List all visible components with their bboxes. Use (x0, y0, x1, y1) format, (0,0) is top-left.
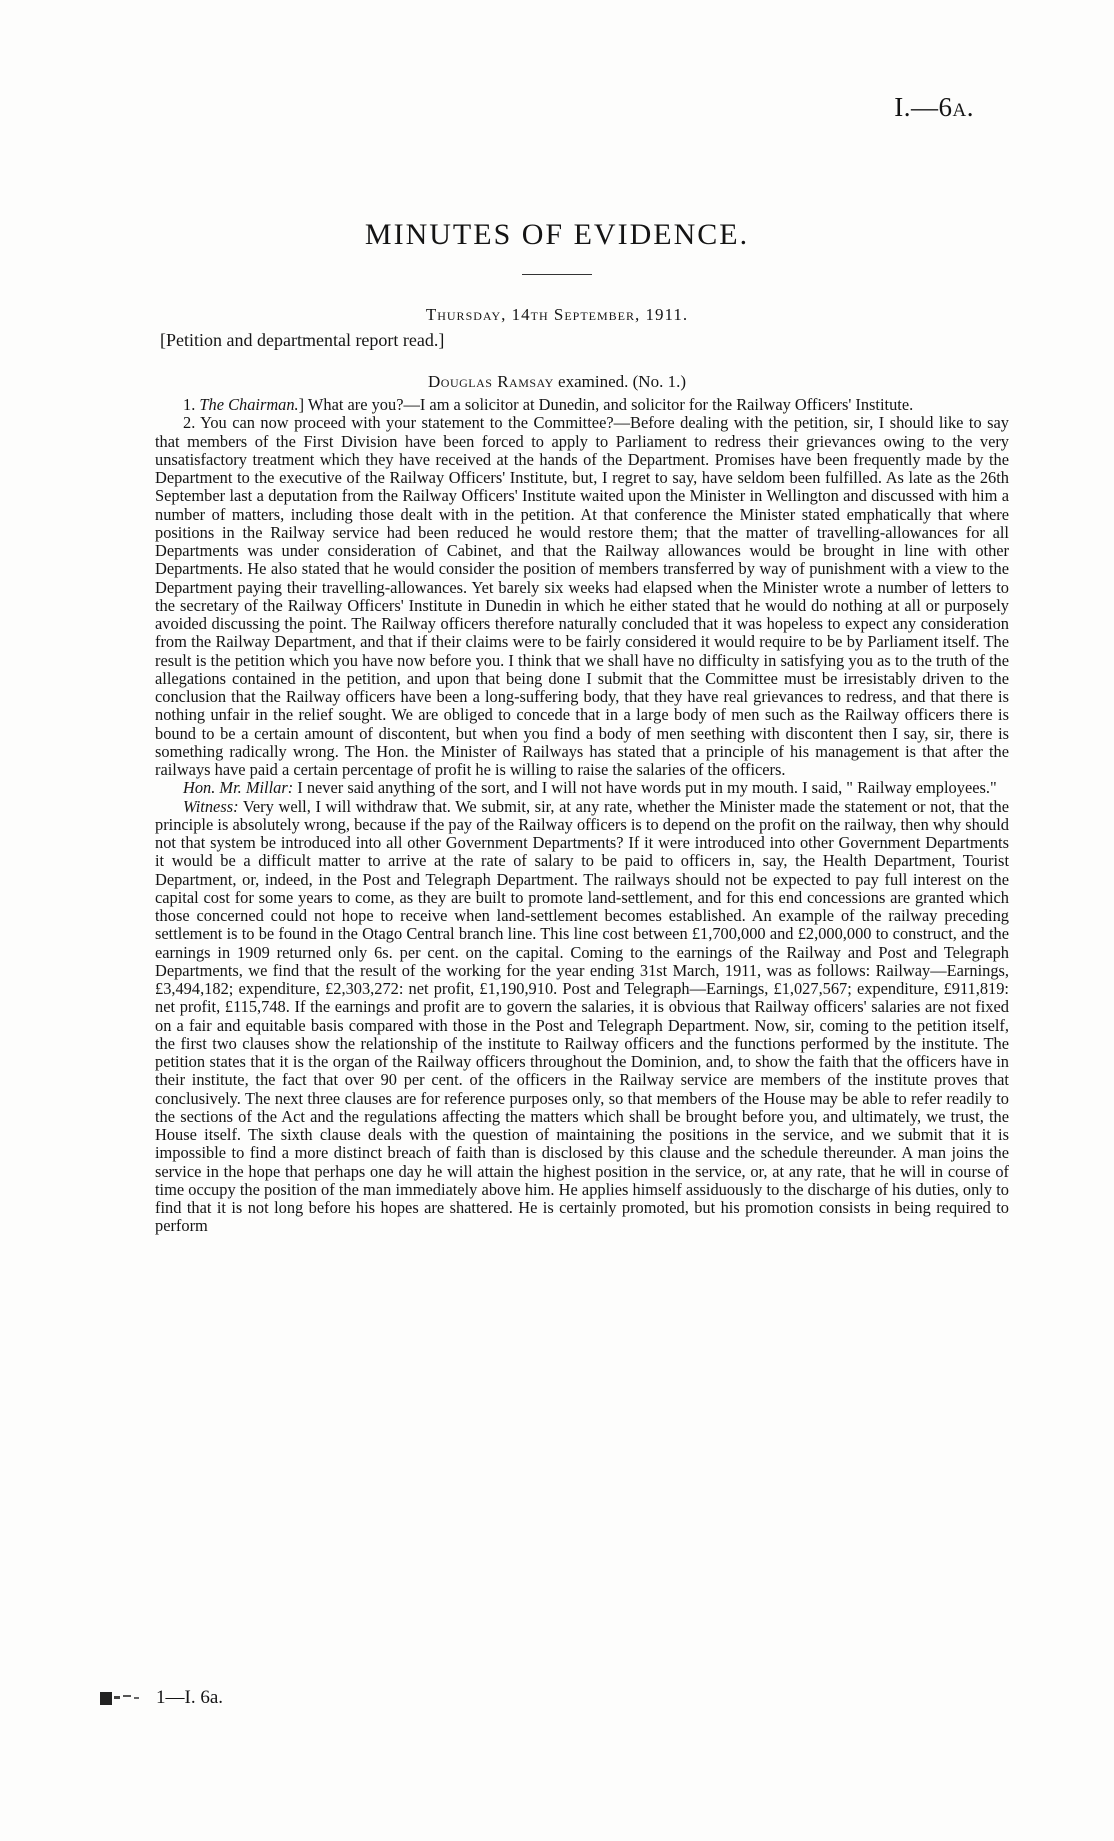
page-reference: I.—6a. (894, 92, 974, 122)
procedural-note: [Petition and departmental report read.] (160, 330, 445, 350)
evidence-body (155, 396, 1009, 1236)
witness-rest: examined. (No. 1.) (553, 372, 686, 391)
printer-mark-icon (100, 1690, 150, 1706)
evidence-paragraph: 2. You can now proceed with your statement to the Committee?—Before dealing with the petition, sir, I should like to say that members of the First Division have been forced to apply to Parliament to redress their grievances owing to the very unsatisfactory treatment which they have received at the hands of the Department. Promises have been frequently made by the Department to the executive of the Railway Officers' Institute, but, I regret to say, have seldom been fulfilled. As late as the 26th September last a deputation from the Railway Officers' Institute waited upon the Minister in Wellington and discussed with him a number of matters, including those dealt with in the petition. At that conference the Minister stated emphatically that where positions in the Railway service had been reduced he would restore them; that the matter of travelling-allowances for all Departments was under consideration of Cabinet, and that the Railway allowances would be brought in line with other Departments. He also stated that he would consider the position of members transferred by way of punishment with a view to the Department paying their travelling-allowances. Yet barely six weeks had elapsed when the Minister wrote a number of letters to the secretary of the Railway Officers' Institute in Dunedin in which he either stated that he would do nothing at all or purposely avoided discussing the point. The Railway officers therefore naturally concluded that it was hopeless to expect any consideration from the Railway Department, and that if their claims were to be fairly considered it would require to be by Parliament itself. The result is the petition which you have now before you. I think that we shall have no difficulty in satisfying you as to the truth of the allegations contained in the petition, and upon that being done I submit that the Committee must be irresistably driven to the conclusion that the Railway officers have been a long-suffering body, that they have real grievances to redress, and that there is nothing unfair in the relief sought. We are obliged to concede that in a large body of men such as the Railway officers there is bound to be a certain amount of discontent, but when you find a body of men seething with discontent then I say, sir, there is something radically wrong. The Hon. the Minister of Railways has stated that a principle of his management is that after the railways have paid a certain percentage of profit he is willing to raise the salaries of the officers. (155, 413, 1009, 779)
title-rule (522, 274, 592, 275)
witness-line (0, 372, 1114, 392)
signature-text: 1—I. 6a. (156, 1687, 224, 1708)
page-title: MINUTES OF EVIDENCE. (364, 218, 750, 251)
evidence-paragraph: Hon. Mr. Millar: I never said anything of the sort, and I will not have words put in my mouth. I said, " Railway employees." (183, 778, 997, 798)
date-line: Thursday, 14th September, 1911. (425, 305, 689, 324)
witness-name: Douglas Ramsay (428, 372, 554, 391)
evidence-paragraph: 1. The Chairman.] What are you?—I am a solicitor at Dunedin, and solicitor for the Railway Officers' Institute. (183, 395, 914, 414)
evidence-paragraph: Witness: Very well, I will withdraw that. We submit, sir, at any rate, whether the Minister made the statement or not, that the principle is absolutely wrong, because if the pay of the Railway officers is to depend on the profit on the railway, then why should not that system be introduced into all other Government Departments? If it were introduced into other Government Departments it would be a difficult matter to arrive at the rate of salary to be paid to officers in, say, the Health Department, Tourist Department, or, indeed, in the Post and Telegraph Department. The railways should not be expected to pay full interest on the capital cost for some years to come, as they are built to promote land-settlement, and for this end concessions are granted which those concerned could not hope to receive when land-settlement becomes established. An example of the railway preceding settlement is to be found in the Otago Central branch line. This line cost between £1,700,000 and £2,000,000 to construct, and the earnings in 1909 returned only 6s. per cent. on the capital. Coming to the earnings of the Railway and Post and Telegraph Departments, we find that the result of the working for the year ending 31st March, 1911, was as follows: Railway—Earnings, £3,494,182; expenditure, £2,303,272: net profit, £1,190,910. Post and Telegraph—Earnings, £1,027,567; expenditure, £911,819: net profit, £115,748. If the earnings and profit are to govern the salaries, it is obvious that Railway officers' salaries are not fixed on a fair and equitable basis compared with those in the Post and Telegraph Department. Now, sir, coming to the petition itself, the first two clauses show the relationship of the institute to Railway officers and the functions performed by the institute. The petition states that it is the organ of the Railway officers throughout the Dominion, and, to show the faith that the officers have in their institute, the fact that over 90 per cent. of the officers in the Railway service are members of the institute proves that conclusively. The next three clauses are for reference purposes only, so that members of the House may be able to refer readily to the sections of the Act and the regulations affecting the matters which shall be brought before you, and ultimately, we trust, the House itself. The sixth clause deals with the question of maintaining the positions in the service, and we submit that it is impossible to find a more distinct breach of faith than is disclosed by this clause and the schedule thereunder. A man joins the service in the hope that perhaps one day he will attain the highest position in the service, or, at any rate, that he will in course of time occupy the position of the man immediately above him. He applies himself assiduously to the discharge of his duties, only to find that it is not long before his hopes are shattered. He is certainly promoted, but his promotion consists in being required to perform (155, 796, 1009, 1236)
printer-signature (100, 1687, 223, 1709)
